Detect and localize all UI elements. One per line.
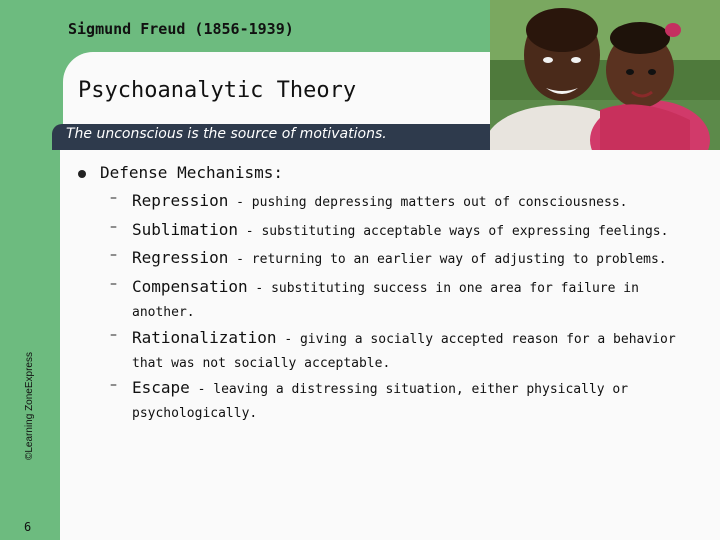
dash-marker: – bbox=[110, 377, 117, 393]
dash-marker: – bbox=[110, 219, 117, 235]
item-term: Regression bbox=[132, 248, 229, 267]
slide-header: Sigmund Freud (1856-1939) bbox=[68, 20, 294, 38]
bullet-defense-mechanisms: Defense Mechanisms: bbox=[100, 163, 284, 182]
item-description: - leaving a distressing situation, either physically or psychologically. bbox=[132, 382, 629, 421]
photo-man-and-child bbox=[490, 0, 720, 150]
item-term: Compensation bbox=[132, 277, 248, 296]
item-term: Escape bbox=[132, 378, 190, 397]
bullet-dot bbox=[78, 170, 86, 178]
item-term: Rationalization bbox=[132, 328, 277, 347]
item-description: - substituting acceptable ways of expressing feelings. bbox=[237, 224, 669, 239]
dash-marker: – bbox=[110, 327, 117, 343]
copyright-credit: ©Learning ZoneExpress bbox=[24, 352, 35, 460]
item-description: - giving a socially accepted reason for a behavior that was not socially acceptable. bbox=[132, 332, 676, 371]
item-description: - returning to an earlier way of adjusting to problems. bbox=[228, 252, 667, 267]
slide-subtitle: The unconscious is the source of motivations. bbox=[66, 126, 387, 142]
left-accent-strip bbox=[0, 150, 60, 540]
item-term: Sublimation bbox=[132, 220, 238, 239]
dash-marker: – bbox=[110, 190, 117, 206]
dash-marker: – bbox=[110, 247, 117, 263]
dash-marker: – bbox=[110, 276, 117, 292]
page-number: 6 bbox=[24, 520, 32, 534]
item-term: Repression bbox=[132, 191, 229, 210]
item-description: - pushing depressing matters out of consciousness. bbox=[228, 195, 628, 210]
slide-title: Psychoanalytic Theory bbox=[78, 78, 357, 103]
item-description: - substituting success in one area for failure in another. bbox=[132, 281, 639, 320]
